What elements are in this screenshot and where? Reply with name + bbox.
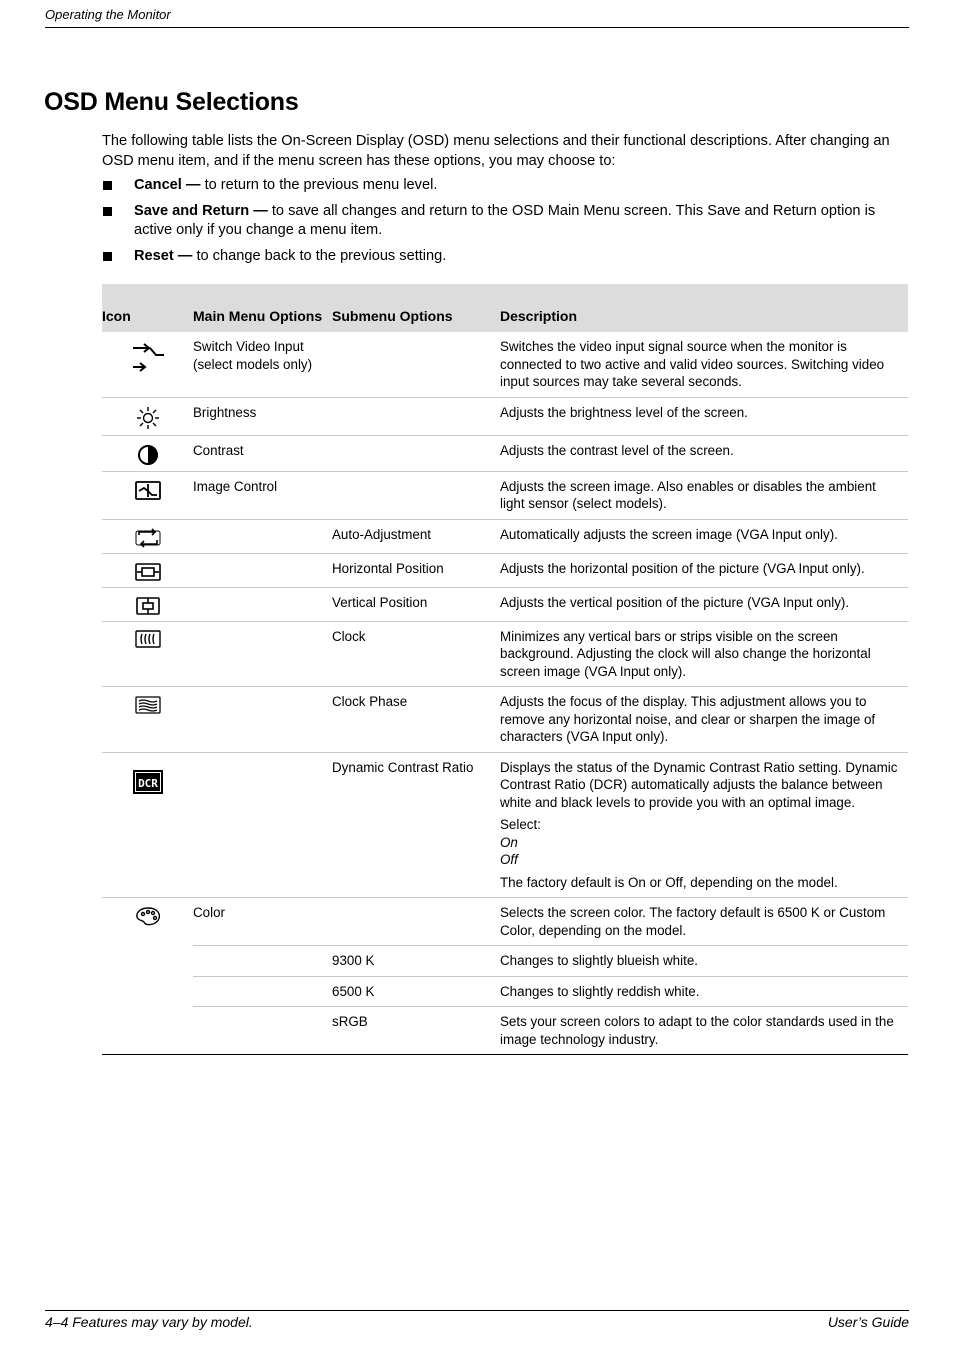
icon-cell	[102, 519, 193, 553]
main-menu-cell	[193, 687, 332, 753]
option-item	[102, 202, 910, 240]
dcr-select-block	[500, 816, 902, 869]
main-menu-cell: Image Control	[193, 471, 332, 519]
description-cell: Adjusts the brightness level of the screen.	[500, 397, 908, 435]
option-list	[102, 176, 910, 273]
table-row	[102, 1007, 908, 1055]
table-row	[102, 587, 908, 621]
description-cell: Adjusts the focus of the display. This adjustment allows you to remove any horizontal noise, and clear or sharpen the image of characters (VGA Input only).	[500, 687, 908, 753]
table-row	[102, 752, 908, 898]
description-cell: Adjusts the screen image. Also enables or disables the ambient light sensor (select models).	[500, 471, 908, 519]
color-palette-icon	[134, 905, 162, 927]
table-row	[102, 976, 908, 1007]
submenu-cell	[332, 397, 500, 435]
submenu-cell: Horizontal Position	[332, 553, 500, 587]
dcr-default-note: The factory default is On or Off, depending on the model.	[500, 874, 838, 890]
submenu-cell: Auto-Adjustment	[332, 519, 500, 553]
description-cell: Changes to slightly reddish white.	[500, 976, 908, 1007]
switch-input-icon	[128, 339, 168, 375]
contrast-icon	[136, 443, 160, 467]
auto-adjust-icon	[134, 527, 162, 549]
table-row	[102, 332, 908, 397]
description-cell: Selects the screen color. The factory default is 6500 K or Custom Color, depending on the model.	[500, 898, 908, 946]
main-menu-cell	[193, 621, 332, 687]
icon-cell	[102, 397, 193, 435]
main-menu-cell	[193, 553, 332, 587]
square-bullet-icon	[103, 207, 112, 216]
table-row	[102, 435, 908, 471]
table-row	[102, 687, 908, 753]
icon-cell	[102, 553, 193, 587]
footer-guide-title: User’s Guide	[827, 1314, 909, 1330]
table-row	[102, 471, 908, 519]
select-label: Select:	[500, 817, 541, 832]
submenu-cell: 6500 K	[332, 976, 500, 1007]
header-main-menu: Main Menu Options	[193, 284, 332, 332]
icon-cell	[102, 898, 193, 1055]
table-row	[102, 621, 908, 687]
description-cell: Automatically adjusts the screen image (VGA Input only).	[500, 519, 908, 553]
osd-menu-table	[102, 284, 908, 1055]
header-submenu: Submenu Options	[332, 284, 500, 332]
table-row	[102, 946, 908, 977]
icon-cell	[102, 621, 193, 687]
icon-cell	[102, 435, 193, 471]
main-menu-cell: Color	[193, 898, 332, 946]
horizontal-position-icon	[134, 561, 162, 583]
main-menu-cell	[193, 519, 332, 553]
table-row	[102, 553, 908, 587]
table-row	[102, 898, 908, 946]
main-menu-cell	[193, 752, 332, 898]
icon-cell	[102, 332, 193, 397]
main-menu-cell	[193, 587, 332, 621]
choice-on: On	[500, 834, 518, 850]
submenu-cell: sRGB	[332, 1007, 500, 1055]
submenu-cell	[332, 435, 500, 471]
option-item	[102, 247, 910, 266]
intro-paragraph: The following table lists the On-Screen Display (OSD) menu selections and their functional descriptions. After changing an OSD menu item, and if the menu screen has these options, you may choose to:	[102, 133, 890, 169]
description-cell: Adjusts the horizontal position of the picture (VGA Input only).	[500, 553, 908, 587]
option-text: to return to the previous menu level.	[200, 177, 438, 193]
main-menu-cell	[193, 1007, 332, 1055]
description-cell	[500, 752, 908, 898]
description-cell: Minimizes any vertical bars or strips visible on the screen background. Adjusting the clock will also change the horizontal screen image (VGA Input only).	[500, 621, 908, 687]
description-cell: Adjusts the contrast level of the screen.	[500, 435, 908, 471]
submenu-cell	[332, 898, 500, 946]
footer-page-note: 4–4 Features may vary by model.	[45, 1314, 253, 1330]
option-text: to save all changes and return to the OSD Main Menu screen. This Save and Return option is active only if you change a menu item.	[134, 203, 876, 238]
option-term: Reset —	[134, 248, 193, 264]
icon-cell	[102, 471, 193, 519]
choice-off: Off	[500, 852, 518, 867]
clock-phase-icon	[134, 694, 162, 716]
header-icon: Icon	[102, 284, 193, 332]
icon-cell	[102, 752, 193, 898]
header-rule	[45, 27, 909, 28]
description-cell: Switches the video input signal source when the monitor is connected to two active and valid video sources. Switching video input sources may take several seconds.	[500, 332, 908, 397]
description-cell: Changes to slightly blueish white.	[500, 946, 908, 977]
table-row	[102, 519, 908, 553]
main-menu-cell: Switch Video Input (select models only)	[193, 332, 332, 397]
brightness-sun-icon	[135, 405, 161, 431]
square-bullet-icon	[103, 252, 112, 261]
option-term: Cancel —	[134, 177, 201, 193]
icon-cell	[102, 587, 193, 621]
running-header: Operating the Monitor	[45, 7, 171, 22]
header-description: Description	[500, 284, 908, 332]
page-title: OSD Menu Selections	[44, 88, 299, 116]
description-cell: Adjusts the vertical position of the picture (VGA Input only).	[500, 587, 908, 621]
submenu-cell: Vertical Position	[332, 587, 500, 621]
dcr-icon	[132, 769, 164, 795]
main-menu-cell	[193, 976, 332, 1007]
square-bullet-icon	[103, 181, 112, 190]
table-header-row	[102, 284, 908, 332]
dcr-description: Displays the status of the Dynamic Contrast Ratio setting. Dynamic Contrast Ratio (DCR) automatically adjusts the balance between white and black levels to provide you with an optimal image.	[500, 759, 898, 810]
icon-cell	[102, 687, 193, 753]
option-term: Save and Return —	[134, 203, 268, 219]
main-menu-cell: Contrast	[193, 435, 332, 471]
submenu-cell	[332, 332, 500, 397]
submenu-cell: Dynamic Contrast Ratio	[332, 752, 500, 898]
clock-icon	[134, 629, 162, 649]
submenu-cell: Clock Phase	[332, 687, 500, 753]
option-text: to change back to the previous setting.	[192, 248, 447, 264]
description-cell: Sets your screen colors to adapt to the color standards used in the image technology industry.	[500, 1007, 908, 1055]
submenu-cell	[332, 471, 500, 519]
image-control-icon	[134, 479, 162, 503]
table-row	[102, 397, 908, 435]
submenu-cell: Clock	[332, 621, 500, 687]
submenu-cell: 9300 K	[332, 946, 500, 977]
main-menu-cell	[193, 946, 332, 977]
footer-rule	[45, 1310, 909, 1311]
main-menu-cell: Brightness	[193, 397, 332, 435]
vertical-position-icon	[134, 595, 162, 617]
dcr-icon-label: DCR	[137, 776, 158, 790]
option-item	[102, 176, 910, 195]
